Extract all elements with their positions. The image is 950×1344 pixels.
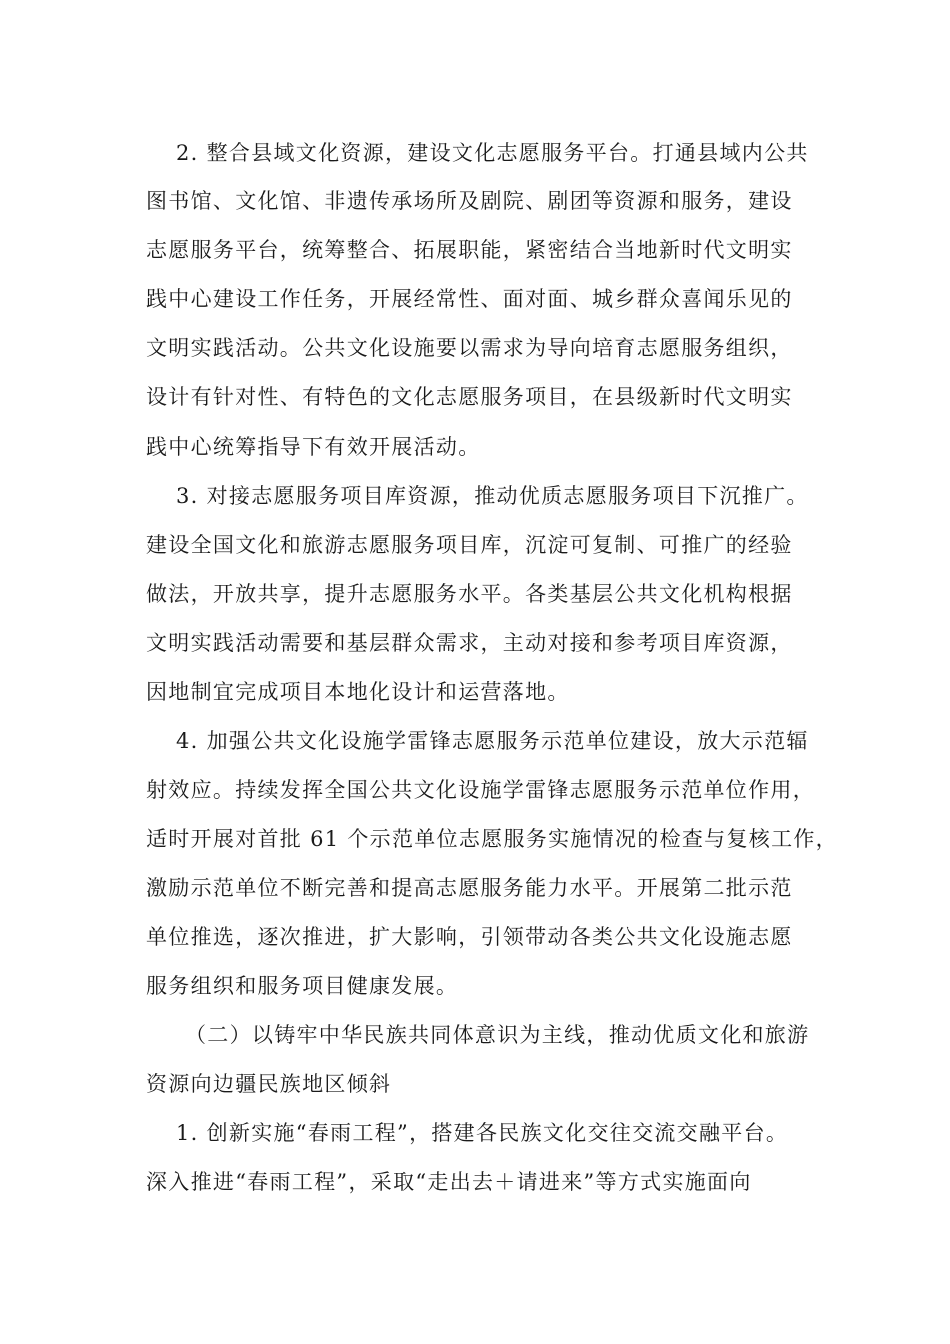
section-heading: （二）以铸牢中华民族共同体意识为主线，推动优质文化和旅游 [185, 1023, 810, 1047]
text-line: 做法，开放共享，提升志愿服务水平。各类基层公共文化机构根据 [146, 582, 793, 606]
text-line: 射效应。持续发挥全国公共文化设施学雷锋志愿服务示范单位作用， [146, 778, 815, 802]
text-line: 2. 整合县域文化资源，建设文化志愿服务平台。打通县域内公共 [176, 141, 809, 165]
text-line: 践中心建设工作任务，开展经常性、面对面、城乡群众喜闻乐见的 [146, 287, 793, 311]
text-line: 服务组织和服务项目健康发展。 [146, 974, 459, 998]
text-line: 图书馆、文化馆、非遗传承场所及剧院、剧团等资源和服务，建设 [146, 189, 793, 213]
text-line: 1. 创新实施“春雨工程”，搭建各民族文化交往交流交融平台。 [176, 1121, 789, 1145]
text-line: 设计有针对性、有特色的文化志愿服务项目，在县级新时代文明实 [146, 385, 793, 409]
text-line: 4. 加强公共文化设施学雷锋志愿服务示范单位建设，放大示范辐 [176, 729, 809, 753]
text-line: 践中心统筹指导下有效开展活动。 [146, 435, 481, 459]
text-line: 激励示范单位不断完善和提高志愿服务能力水平。开展第二批示范 [146, 876, 793, 900]
text-line: 文明实践活动。公共文化设施要以需求为导向培育志愿服务组织， [146, 336, 793, 360]
section-heading: 资源向边疆民族地区倾斜 [146, 1072, 392, 1096]
text-line: 因地制宜完成项目本地化设计和运营落地。 [146, 680, 570, 704]
text-line: 单位推选，逐次推进，扩大影响，引领带动各类公共文化设施志愿 [146, 925, 793, 949]
text-line: 适时开展对首批 61 个示范单位志愿服务实施情况的检查与复核工作， [146, 827, 838, 851]
text-line: 文明实践活动需要和基层群众需求，主动对接和参考项目库资源， [146, 631, 793, 655]
text-line: 志愿服务平台，统筹整合、拓展职能，紧密结合当地新时代文明实 [146, 238, 793, 262]
text-line: 3. 对接志愿服务项目库资源，推动优质志愿服务项目下沉推广。 [176, 484, 809, 508]
text-line: 深入推进“春雨工程”，采取“走出去＋请进来”等方式实施面向 [146, 1170, 752, 1194]
text-line: 建设全国文化和旅游志愿服务项目库，沉淀可复制、可推广的经验 [146, 533, 793, 557]
